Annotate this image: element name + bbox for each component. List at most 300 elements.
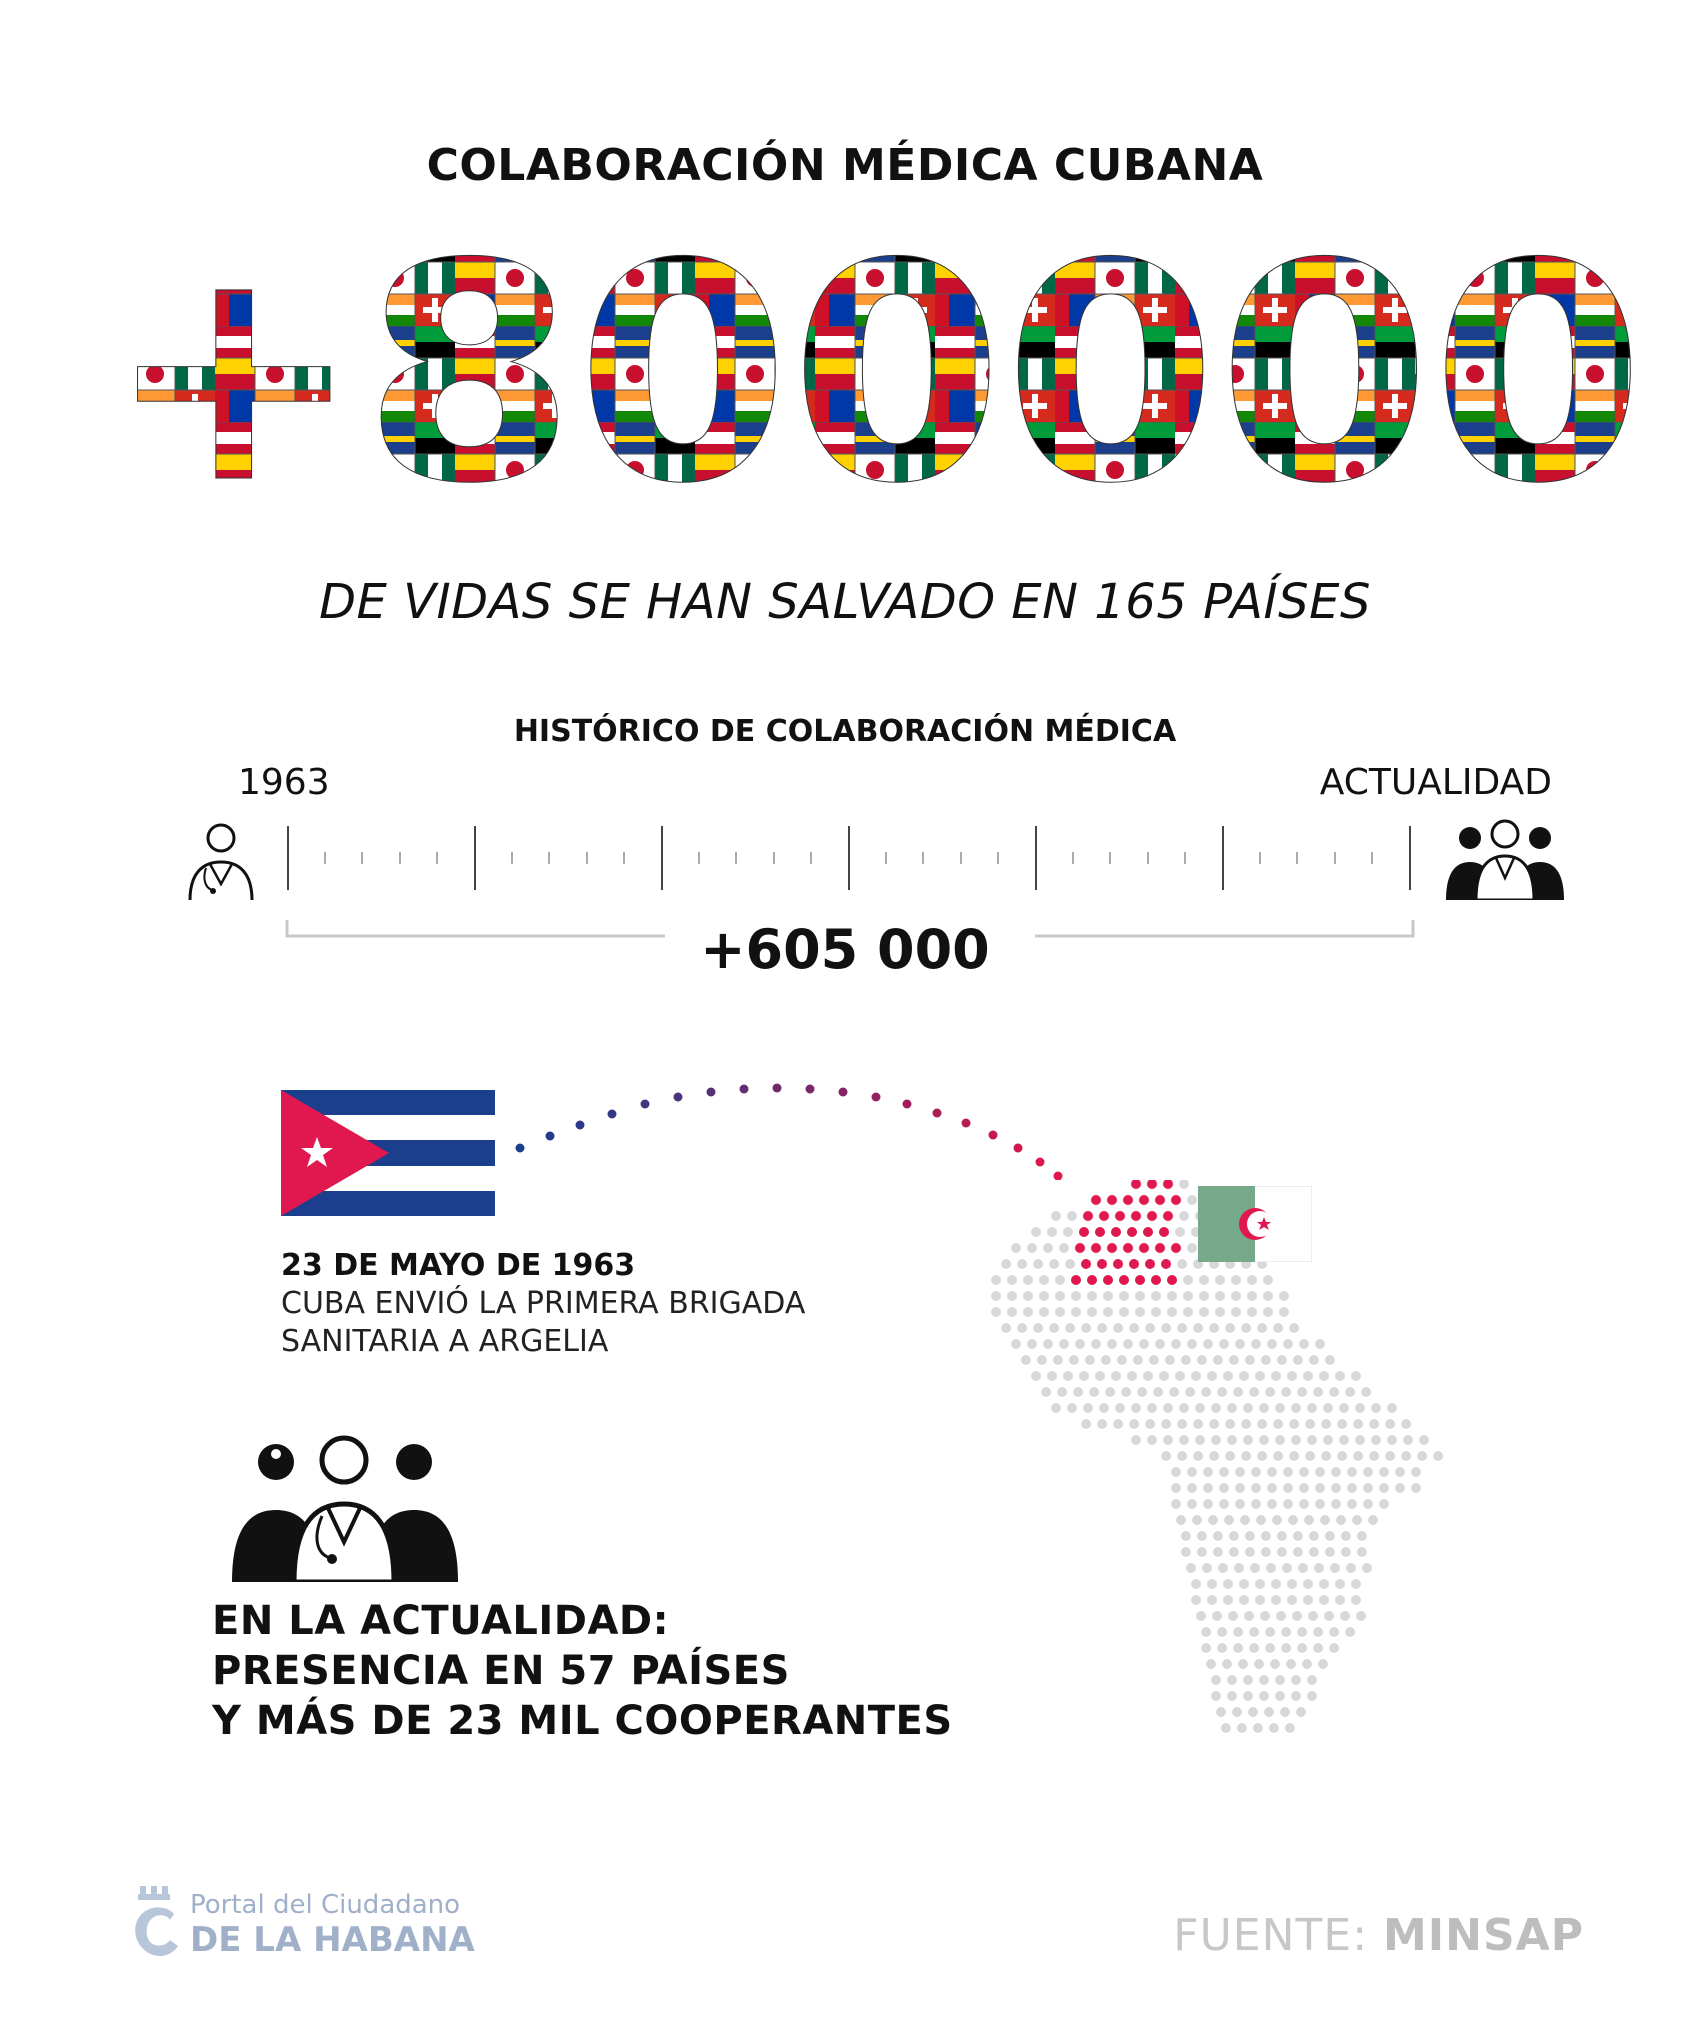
map-dot <box>1145 1323 1155 1333</box>
map-dot <box>1085 1355 1095 1365</box>
history-title: HISTÓRICO DE COLABORACIÓN MÉDICA <box>513 714 1177 749</box>
map-dot <box>1240 1515 1250 1525</box>
map-dot <box>1179 1403 1189 1413</box>
map-dot <box>1101 1355 1111 1365</box>
map-dot <box>1433 1451 1443 1461</box>
algeria-dot <box>1111 1227 1121 1237</box>
map-dot <box>1287 1595 1297 1605</box>
map-dot <box>1187 1499 1197 1509</box>
map-dot <box>1192 1515 1202 1525</box>
map-dot <box>1277 1355 1287 1365</box>
map-dot <box>1232 1707 1242 1717</box>
map-dot <box>1277 1531 1287 1541</box>
map-dot <box>1283 1467 1293 1477</box>
cuba-flag <box>281 1090 495 1216</box>
map-dot <box>1325 1531 1335 1541</box>
map-dot <box>1147 1403 1157 1413</box>
map-dot <box>1347 1483 1357 1493</box>
algeria-dot <box>1099 1211 1109 1221</box>
map-dot <box>1212 1611 1222 1621</box>
map-dot <box>1011 1339 1021 1349</box>
map-dot <box>1201 1627 1211 1637</box>
map-dot <box>1107 1339 1117 1349</box>
map-dot <box>1347 1499 1357 1509</box>
map-dot <box>1403 1435 1413 1445</box>
map-dot <box>1041 1387 1051 1397</box>
map-dot <box>1073 1387 1083 1397</box>
map-dot <box>1017 1323 1027 1333</box>
algeria-dot <box>1139 1243 1149 1253</box>
map-dot <box>1222 1659 1232 1669</box>
map-dot <box>1320 1515 1330 1525</box>
map-dot <box>1307 1403 1317 1413</box>
map-dot <box>1213 1355 1223 1365</box>
map-dot <box>1183 1275 1193 1285</box>
map-dot <box>1251 1483 1261 1493</box>
map-dot <box>1245 1355 1255 1365</box>
map-dot <box>1219 1339 1229 1349</box>
map-dot <box>1063 1227 1073 1237</box>
map-dot <box>1257 1451 1267 1461</box>
map-dot <box>1033 1323 1043 1333</box>
map-dot <box>1288 1515 1298 1525</box>
map-dot <box>1385 1451 1395 1461</box>
map-dot <box>1298 1563 1308 1573</box>
source-name: MINSAP <box>1383 1910 1584 1961</box>
map-dot <box>1223 1579 1233 1589</box>
map-dot <box>1261 1355 1271 1365</box>
map-dot <box>1369 1451 1379 1461</box>
map-dot <box>1273 1323 1283 1333</box>
map-dot <box>1265 1387 1275 1397</box>
map-dot <box>1355 1435 1365 1445</box>
map-dot <box>1276 1611 1286 1621</box>
algeria-dot <box>1171 1243 1181 1253</box>
map-dot <box>1273 1419 1283 1429</box>
map-dot <box>1195 1435 1205 1445</box>
map-dot <box>1145 1419 1155 1429</box>
map-dot <box>1043 1243 1053 1253</box>
map-dot <box>1356 1611 1366 1621</box>
map-dot <box>1249 1387 1259 1397</box>
map-dot <box>1341 1547 1351 1557</box>
map-dot <box>1238 1659 1248 1669</box>
map-dot <box>1161 1451 1171 1461</box>
history-total: +605 000 <box>700 918 990 981</box>
map-dot <box>1127 1371 1137 1381</box>
map-dot <box>1263 1275 1273 1285</box>
map-dot <box>1293 1531 1303 1541</box>
source-label: FUENTE: <box>1173 1910 1369 1961</box>
mission-date: 23 DE MAYO DE 1963 <box>281 1248 636 1283</box>
route-arc <box>500 1060 1180 1180</box>
map-dot <box>1239 1595 1249 1605</box>
map-dot <box>991 1307 1001 1317</box>
map-dot <box>1351 1595 1361 1605</box>
map-dot <box>1183 1291 1193 1301</box>
map-dot <box>1179 1435 1189 1445</box>
map-dot <box>1292 1611 1302 1621</box>
map-dot <box>1163 1403 1173 1413</box>
map-dot <box>1123 1339 1133 1349</box>
map-dot <box>1033 1259 1043 1269</box>
map-dot <box>1223 1371 1233 1381</box>
map-dot <box>1221 1723 1231 1733</box>
map-dot <box>1233 1643 1243 1653</box>
map-dot <box>1187 1483 1197 1493</box>
map-dot <box>1049 1323 1059 1333</box>
map-dot <box>1133 1355 1143 1365</box>
map-dot <box>1227 1435 1237 1445</box>
map-dot <box>1345 1627 1355 1637</box>
map-dot <box>1237 1723 1247 1733</box>
map-dot <box>1091 1339 1101 1349</box>
map-dot <box>1217 1643 1227 1653</box>
map-dot <box>1181 1547 1191 1557</box>
map-dot <box>1267 1467 1277 1477</box>
algeria-dot <box>1087 1275 1097 1285</box>
map-dot <box>1275 1675 1285 1685</box>
map-dot <box>1027 1339 1037 1349</box>
map-dot <box>1271 1371 1281 1381</box>
map-dot <box>1286 1659 1296 1669</box>
map-dot <box>1023 1275 1033 1285</box>
map-dot <box>1251 1339 1261 1349</box>
map-dot <box>1187 1339 1197 1349</box>
map-dot <box>1203 1499 1213 1509</box>
africa-dot-map <box>990 1180 1480 1740</box>
map-dot <box>1307 1691 1317 1701</box>
map-dot <box>1202 1563 1212 1573</box>
map-dot <box>1103 1291 1113 1301</box>
map-dot <box>1233 1627 1243 1637</box>
map-dot <box>1043 1339 1053 1349</box>
map-dot <box>1297 1643 1307 1653</box>
map-dot <box>1261 1531 1271 1541</box>
map-dot <box>1215 1307 1225 1317</box>
map-dot <box>1247 1275 1257 1285</box>
logo-line2: DE LA HABANA <box>190 1920 475 1960</box>
map-dot <box>1069 1355 1079 1365</box>
map-dot <box>1319 1371 1329 1381</box>
map-dot <box>1285 1723 1295 1733</box>
map-dot <box>1275 1403 1285 1413</box>
map-dot <box>1203 1483 1213 1493</box>
map-dot <box>1201 1387 1211 1397</box>
algeria-dot <box>1091 1243 1101 1253</box>
map-dot <box>1313 1627 1323 1637</box>
map-dot <box>1302 1659 1312 1669</box>
map-dot <box>1209 1419 1219 1429</box>
algeria-dot <box>1155 1195 1165 1205</box>
algeria-dot <box>1147 1211 1157 1221</box>
map-dot <box>1165 1355 1175 1365</box>
map-dot <box>1171 1499 1181 1509</box>
medical-team-icon <box>1442 816 1568 900</box>
algeria-dot <box>1075 1243 1085 1253</box>
map-dot <box>1248 1707 1258 1717</box>
map-dot <box>1291 1691 1301 1701</box>
map-dot <box>1283 1339 1293 1349</box>
map-dot <box>1143 1371 1153 1381</box>
map-dot <box>1293 1355 1303 1365</box>
map-dot <box>1257 1419 1267 1429</box>
map-dot <box>1117 1355 1127 1365</box>
map-dot <box>1337 1451 1347 1461</box>
map-dot <box>1219 1483 1229 1493</box>
map-dot <box>1299 1483 1309 1493</box>
map-dot <box>1235 1499 1245 1509</box>
map-dot <box>1067 1403 1077 1413</box>
map-dot <box>1159 1371 1169 1381</box>
map-dot <box>1185 1387 1195 1397</box>
map-dot <box>1227 1403 1237 1413</box>
map-dot <box>1315 1483 1325 1493</box>
map-dot <box>1227 1691 1237 1701</box>
map-dot <box>1307 1435 1317 1445</box>
map-dot <box>1296 1707 1306 1717</box>
algeria-dot <box>1119 1275 1129 1285</box>
algeria-dot <box>1079 1227 1089 1237</box>
map-dot <box>1059 1243 1069 1253</box>
map-dot <box>1319 1595 1329 1605</box>
map-dot <box>1299 1499 1309 1509</box>
timeline-ruler <box>280 818 1420 898</box>
map-dot <box>1097 1323 1107 1333</box>
map-dot <box>1007 1307 1017 1317</box>
map-dot <box>1193 1323 1203 1333</box>
map-dot <box>1161 1323 1171 1333</box>
map-dot <box>1289 1419 1299 1429</box>
map-dot <box>1057 1387 1067 1397</box>
map-dot <box>1303 1595 1313 1605</box>
map-dot <box>1241 1323 1251 1333</box>
map-dot <box>1395 1483 1405 1493</box>
map-dot <box>1353 1451 1363 1461</box>
map-dot <box>1239 1579 1249 1589</box>
map-dot <box>1131 1403 1141 1413</box>
map-dot <box>1177 1419 1187 1429</box>
map-dot <box>1039 1307 1049 1317</box>
map-dot <box>1335 1579 1345 1589</box>
map-dot <box>1289 1451 1299 1461</box>
map-dot <box>1193 1451 1203 1461</box>
algeria-dot <box>1123 1243 1133 1253</box>
logo-line1: Portal del Ciudadano <box>190 1890 461 1920</box>
map-dot <box>1001 1323 1011 1333</box>
map-dot <box>1129 1419 1139 1429</box>
map-dot <box>1191 1595 1201 1605</box>
map-dot <box>1275 1435 1285 1445</box>
map-dot <box>1215 1275 1225 1285</box>
map-dot <box>1411 1483 1421 1493</box>
map-dot <box>1105 1387 1115 1397</box>
map-dot <box>1199 1307 1209 1317</box>
map-dot <box>1335 1371 1345 1381</box>
map-dot <box>1225 1323 1235 1333</box>
map-dot <box>1231 1307 1241 1317</box>
map-dot <box>1315 1467 1325 1477</box>
map-dot <box>1368 1515 1378 1525</box>
map-dot <box>1308 1611 1318 1621</box>
map-dot <box>1199 1291 1209 1301</box>
map-dot <box>1352 1515 1362 1525</box>
map-dot <box>1357 1531 1367 1541</box>
map-dot <box>1235 1339 1245 1349</box>
map-dot <box>1135 1291 1145 1301</box>
map-dot <box>1129 1323 1139 1333</box>
algeria-dot <box>1131 1180 1141 1189</box>
map-dot <box>1241 1451 1251 1461</box>
map-dot <box>1039 1275 1049 1285</box>
map-dot <box>1255 1579 1265 1589</box>
map-dot <box>1007 1291 1017 1301</box>
algeria-dot <box>1113 1259 1123 1269</box>
map-dot <box>1330 1563 1340 1573</box>
map-dot <box>1228 1611 1238 1621</box>
map-dot <box>1213 1531 1223 1541</box>
map-dot <box>1186 1563 1196 1573</box>
map-dot <box>1193 1419 1203 1429</box>
map-dot <box>1208 1515 1218 1525</box>
map-dot <box>1235 1467 1245 1477</box>
mission-text-line2: SANITARIA A ARGELIA <box>281 1324 609 1359</box>
map-dot <box>1187 1243 1197 1253</box>
map-dot <box>1037 1355 1047 1365</box>
map-dot <box>1341 1531 1351 1541</box>
map-dot <box>1267 1483 1277 1493</box>
map-dot <box>1324 1611 1334 1621</box>
map-dot <box>1281 1627 1291 1637</box>
map-dot <box>1254 1659 1264 1669</box>
map-dot <box>1282 1563 1292 1573</box>
map-dot <box>1053 1355 1063 1365</box>
map-dot <box>1271 1579 1281 1589</box>
algeria-dot <box>1139 1195 1149 1205</box>
map-dot <box>1363 1467 1373 1477</box>
map-dot <box>1314 1563 1324 1573</box>
map-dot <box>1218 1563 1228 1573</box>
map-dot <box>1271 1595 1281 1605</box>
map-dot <box>1213 1547 1223 1557</box>
map-dot <box>1233 1387 1243 1397</box>
map-dot <box>1250 1563 1260 1573</box>
map-dot <box>1206 1659 1216 1669</box>
map-dot <box>1203 1467 1213 1477</box>
map-dot <box>1229 1531 1239 1541</box>
map-dot <box>1216 1707 1226 1717</box>
map-dot <box>1245 1531 1255 1541</box>
map-dot <box>1279 1291 1289 1301</box>
map-dot <box>1063 1371 1073 1381</box>
map-dot <box>1071 1307 1081 1317</box>
medical-team-icon <box>226 1430 460 1582</box>
map-dot <box>1229 1547 1239 1557</box>
map-dot <box>1089 1387 1099 1397</box>
map-dot <box>1297 1627 1307 1637</box>
map-dot <box>1247 1307 1257 1317</box>
present-line1: EN LA ACTUALIDAD: <box>212 1598 670 1644</box>
map-dot <box>1021 1355 1031 1365</box>
map-dot <box>1299 1467 1309 1477</box>
map-dot <box>1267 1339 1277 1349</box>
map-dot <box>1283 1499 1293 1509</box>
map-dot <box>1257 1323 1267 1333</box>
map-dot <box>1335 1595 1345 1605</box>
map-dot <box>1111 1371 1121 1381</box>
algeria-dot <box>1097 1259 1107 1269</box>
map-dot <box>1197 1547 1207 1557</box>
algeria-flag <box>1198 1186 1312 1262</box>
map-dot <box>1299 1339 1309 1349</box>
map-dot <box>1209 1323 1219 1333</box>
hero-figure-text: +800000 <box>105 230 1645 500</box>
map-dot <box>1339 1435 1349 1445</box>
map-dot <box>1361 1387 1371 1397</box>
map-dot <box>1253 1723 1263 1733</box>
map-dot <box>1099 1403 1109 1413</box>
map-dot <box>1287 1371 1297 1381</box>
map-dot <box>1209 1451 1219 1461</box>
map-dot <box>1219 1499 1229 1509</box>
map-dot <box>1385 1419 1395 1429</box>
map-dot <box>1051 1211 1061 1221</box>
map-dot <box>1351 1579 1361 1589</box>
logo-icon <box>126 1884 182 1964</box>
map-dot <box>1135 1307 1145 1317</box>
map-dot <box>1087 1291 1097 1301</box>
map-dot <box>1081 1419 1091 1429</box>
algeria-dot <box>1147 1180 1157 1189</box>
map-dot <box>1309 1355 1319 1365</box>
algeria-dot <box>1163 1180 1173 1189</box>
map-dot <box>1217 1627 1227 1637</box>
map-dot <box>1149 1355 1159 1365</box>
map-dot <box>1011 1243 1021 1253</box>
map-dot <box>1249 1627 1259 1637</box>
map-dot <box>1244 1611 1254 1621</box>
map-dot <box>1023 1291 1033 1301</box>
map-dot <box>1175 1227 1185 1237</box>
map-dot <box>1219 1467 1229 1477</box>
map-dot <box>1280 1707 1290 1717</box>
map-dot <box>1331 1499 1341 1509</box>
map-dot <box>1201 1643 1211 1653</box>
map-dot <box>1255 1595 1265 1605</box>
map-dot <box>1256 1515 1266 1525</box>
algeria-dot <box>1131 1211 1141 1221</box>
map-dot <box>1265 1627 1275 1637</box>
map-dot <box>1137 1387 1147 1397</box>
map-dot <box>1291 1435 1301 1445</box>
map-dot <box>1139 1339 1149 1349</box>
map-dot <box>1261 1547 1271 1557</box>
map-dot <box>1313 1643 1323 1653</box>
map-dot <box>1197 1531 1207 1541</box>
map-dot <box>1357 1547 1367 1557</box>
map-dot <box>1323 1435 1333 1445</box>
algeria-dot <box>1161 1259 1171 1269</box>
map-dot <box>1371 1403 1381 1413</box>
map-dot <box>1351 1371 1361 1381</box>
map-dot <box>1227 1675 1237 1685</box>
map-dot <box>1321 1451 1331 1461</box>
map-dot <box>1353 1419 1363 1429</box>
map-dot <box>1147 1435 1157 1445</box>
map-dot <box>1171 1483 1181 1493</box>
map-dot <box>1151 1307 1161 1317</box>
map-dot <box>1263 1307 1273 1317</box>
